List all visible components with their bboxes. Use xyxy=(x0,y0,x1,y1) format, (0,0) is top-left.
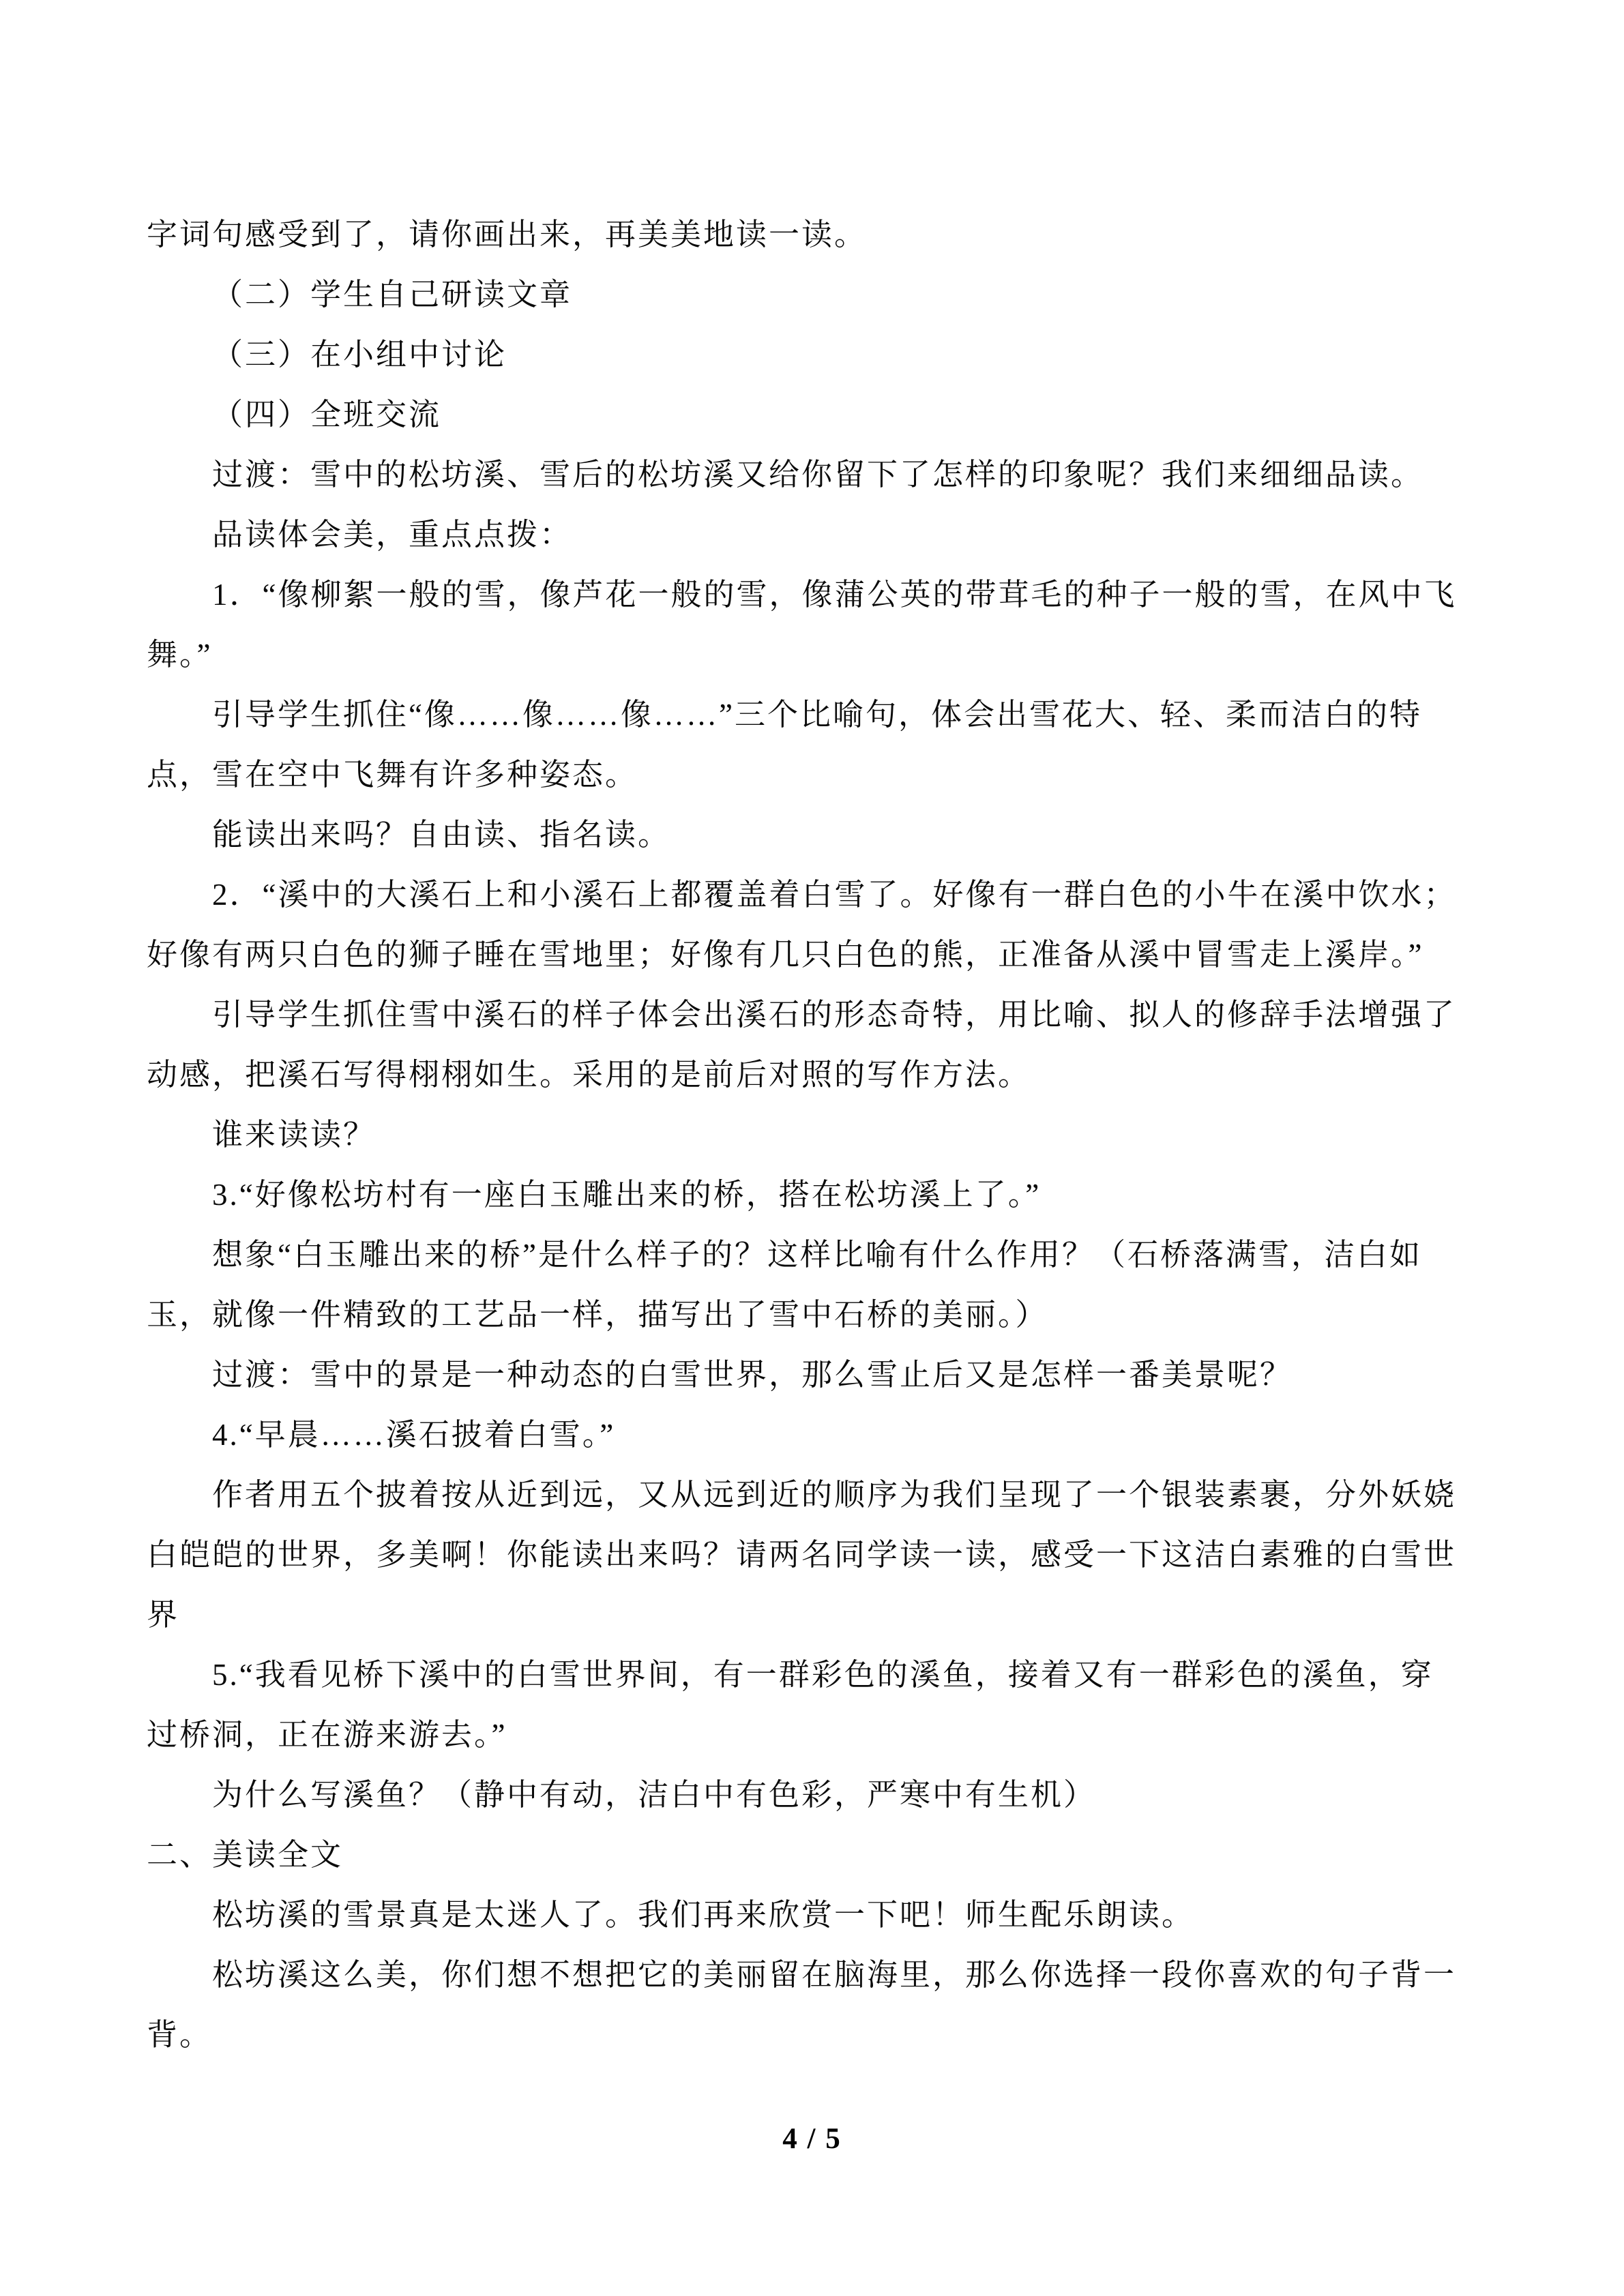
text-line: 过桥洞，正在游来游去。” xyxy=(147,1718,507,1752)
text-line: 动感，把溪石写得栩栩如生。采用的是前后对照的写作方法。 xyxy=(147,1058,1031,1092)
text-line: 过渡：雪中的景是一种动态的白雪世界，那么雪止后又是怎样一番美景呢？ xyxy=(212,1358,1293,1392)
text-line: 3.“好像松坊村有一座白玉雕出来的桥，搭在松坊溪上了。” xyxy=(212,1178,1042,1212)
text-line: 作者用五个披着按从近到远，又从远到近的顺序为我们呈现了一个银装素裹，分外妖娆 xyxy=(212,1478,1457,1512)
text-line: 1．“像柳絮一般的雪，像芦花一般的雪，像蒲公英的带茸毛的种子一般的雪，在风中飞 xyxy=(212,578,1457,612)
text-line: 松坊溪这么美，你们想不想把它的美丽留在脑海里，那么你选择一段你喜欢的句子背一 xyxy=(212,1958,1457,1992)
text-line: 4.“早晨……溪石披着白雪。” xyxy=(212,1418,616,1452)
text-line: 好像有两只白色的狮子睡在雪地里；好像有几只白色的熊，正准备从溪中冒雪走上溪岸。” xyxy=(147,938,1424,972)
text-line: 字词句感受到了，请你画出来，再美美地读一读。 xyxy=(147,218,868,252)
text-line: 二、美读全文 xyxy=(147,1838,344,1872)
text-line: （四）全班交流 xyxy=(212,398,442,432)
text-line: 5.“我看见桥下溪中的白雪世界间，有一群彩色的溪鱼，接着又有一群彩色的溪鱼，穿 xyxy=(212,1658,1434,1692)
text-line: 松坊溪的雪景真是太迷人了。我们再来欣赏一下吧！师生配乐朗读。 xyxy=(212,1898,1195,1932)
text-line: 想象“白玉雕出来的桥”是什么样子的？这样比喻有什么作用？（石桥落满雪，洁白如 xyxy=(212,1238,1422,1272)
text-line: 界 xyxy=(147,1598,180,1632)
text-line: 谁来读读？ xyxy=(212,1118,377,1152)
text-line: 能读出来吗？自由读、指名读。 xyxy=(212,818,671,852)
text-line: 2．“溪中的大溪石上和小溪石上都覆盖着白雪了。好像有一群白色的小牛在溪中饮水； xyxy=(212,878,1457,912)
page-number: 4 / 5 xyxy=(782,2123,842,2155)
text-line: 玉，就像一件精致的工艺品一样，描写出了雪中石桥的美丽。） xyxy=(147,1298,1048,1332)
text-line: 点，雪在空中飞舞有许多种姿态。 xyxy=(147,758,638,792)
text-line: 为什么写溪鱼？（静中有动，洁白中有色彩，严寒中有生机） xyxy=(212,1778,1097,1812)
text-line: 背。 xyxy=(147,2018,213,2052)
text-line: 品读体会美，重点点拨： xyxy=(212,518,573,552)
text-line: 引导学生抓住雪中溪石的样子体会出溪石的形态奇特，用比喻、拟人的修辞手法增强了 xyxy=(212,998,1457,1032)
text-line: 白皑皑的世界，多美啊！你能读出来吗？请两名同学读一读，感受一下这洁白素雅的白雪世 xyxy=(147,1538,1457,1572)
document-body xyxy=(147,205,1478,2065)
text-line: （三）在小组中讨论 xyxy=(212,338,507,372)
text-line: （二）学生自己研读文章 xyxy=(212,278,573,312)
text-line: 过渡：雪中的松坊溪、雪后的松坊溪又给你留下了怎样的印象呢？我们来细细品读。 xyxy=(212,458,1424,492)
text-line: 引导学生抓住“像……像……像……”三个比喻句，体会出雪花大、轻、柔而洁白的特 xyxy=(212,698,1422,732)
text-line: 舞。” xyxy=(147,638,213,672)
